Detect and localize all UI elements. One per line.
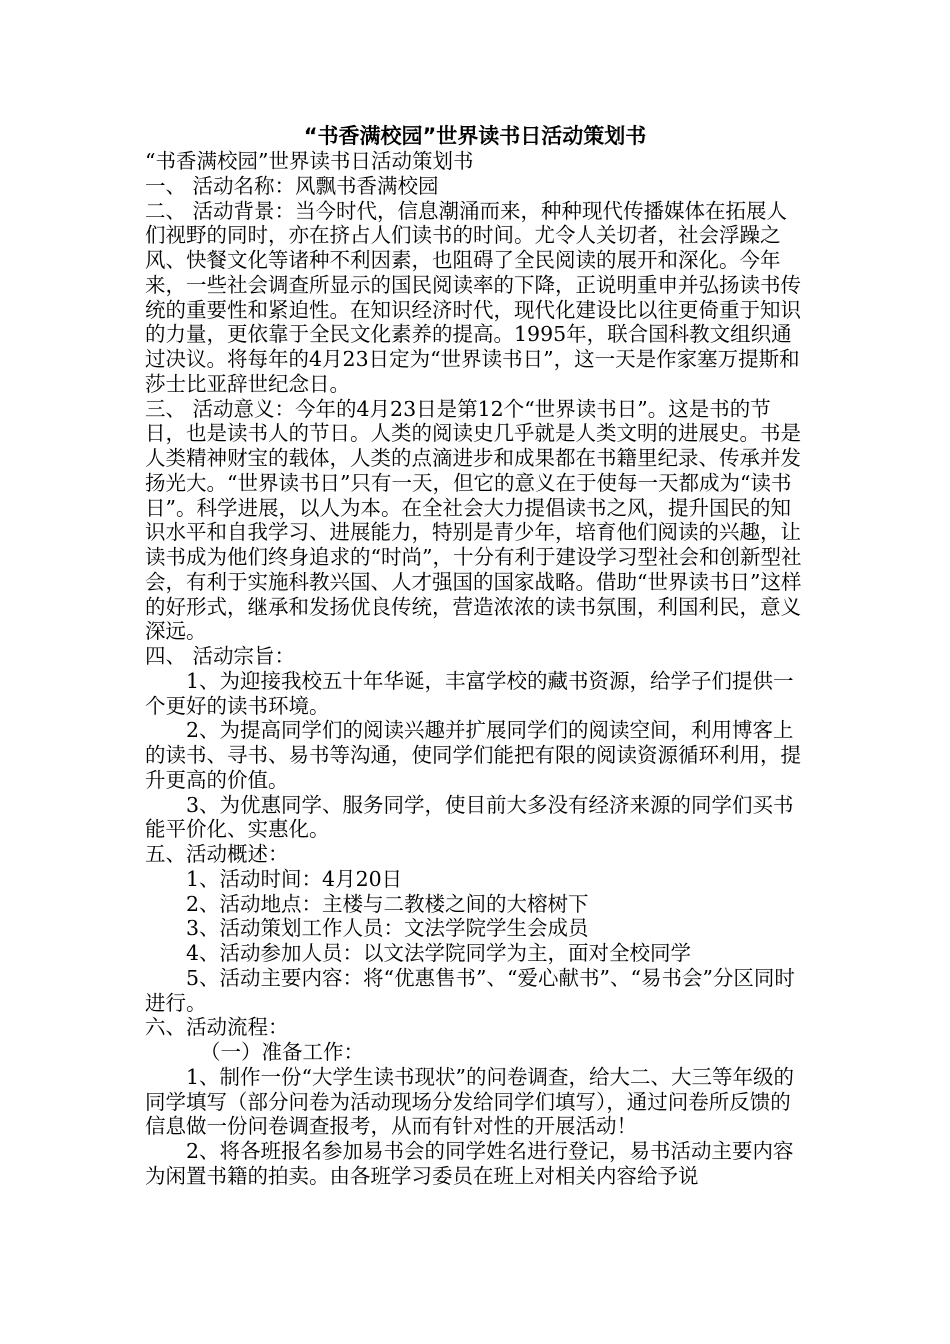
preparation-item-2: 2、将各班报名参加易书会的同学姓名进行登记，易书活动主要内容为闲置书籍的拍卖。由各班学习委员在班上对相关内容给予说 xyxy=(145,1139,794,1188)
purpose-item-1: 1、为迎接我校五十年华诞，丰富学校的藏书资源，给学子们提供一个更好的读书环境。 xyxy=(145,668,794,718)
purpose-item-2: 2、为提高同学们的阅读兴趣并扩展同学们的阅读空间，利用博客上的读书、寻书、易书等沟通，使同学们能把有限的阅读资源循环利用，提升更高的价值。 xyxy=(145,718,801,792)
section-1-name: 一、 活动名称：风飘书香满校园 xyxy=(145,173,439,198)
purpose-item-3: 3、为优惠同学、服务同学，使目前大多没有经济来源的同学们买书能平价化、实惠化。 xyxy=(145,792,794,842)
section-5-heading: 五、活动概述： xyxy=(145,842,289,866)
subsection-preparation-heading: （一）准备工作： xyxy=(200,1040,364,1064)
section-4-heading: 四、 活动宗旨： xyxy=(145,644,296,668)
section-6-heading: 六、活动流程： xyxy=(145,1015,289,1040)
section-3-significance: 三、 活动意义：今年的4月23日是第12个“世界读书日”。这是书的节日，也是读书人的节日。人类的阅读史几乎就是人类文明的进展史。书是人类精神财宝的载体，人类的点滴进步和成果都在书籍里纪录、传承并发扬光大。“世界读书日”只有一天，但它的意义在于使每一天都成为“读书日”。科学进展，以人为本。在全社会大力提倡读书之风，提升国民的知识水平和自我学习、进展能力，特别是青少年，培育他们阅读的兴趣，让读书成为他们终身追求的“时尚”，十分有利于建设学习型社会和创新型社会，有利于实施科教兴国、人才强国的国家战略。借助“世界读书日”这样的好形式，继承和发扬优良传统，营造浓浓的读书氛围，利国利民，意义深远。 xyxy=(145,396,802,644)
overview-item-5: 5、活动主要内容：将“优惠售书”、“爱心献书”、“易书会”分区同时进行。 xyxy=(145,965,795,1015)
section-2-background: 二、 活动背景：当今时代，信息潮涌而来，种种现代传播媒体在拓展人们视野的同时，亦在挤占人们读书的时间。尤令人关切者，社会浮躁之风、快餐文化等诸种不利因素，也阻碍了全民阅读的展开和深化。今年来，一些社会调查所显示的国民阅读率的下降，正说明重申并弘扬读书传统的重要性和紧迫性。在知识经济时代，现代化建设比以往更倚重于知识的力量，更依靠于全民文化素养的提高。1995年，联合国科教文组织通过决议。将每年的4月23日定为“世界读书日”，这一天是作家塞万提斯和莎士比亚辞世纪念日。 xyxy=(145,198,801,396)
overview-item-2: 2、活动地点：主楼与二教楼之间的大榕树下 xyxy=(186,891,589,916)
document-body xyxy=(145,149,805,1189)
preparation-item-1: 1、制作一份“大学生读书现状”的问卷调查，给大二、大三等年级的同学填写（部分问卷为活动现场分发给同学们填写），通过问卷所反馈的信息做一份问卷调查报考，从而有针对性的开展活动！ xyxy=(145,1064,795,1139)
subtitle-paragraph: “书香满校园”世界读书日活动策划书 xyxy=(145,149,474,173)
overview-item-3: 3、活动策划工作人员：文法学院学生会成员 xyxy=(186,916,589,941)
document-title: “书香满校园”世界读书日活动策划书 xyxy=(303,124,647,148)
overview-item-4: 4、活动参加人员：以文法学院同学为主，面对全校同学 xyxy=(186,941,692,965)
overview-item-1: 1、活动时间：4月20日 xyxy=(186,866,403,891)
